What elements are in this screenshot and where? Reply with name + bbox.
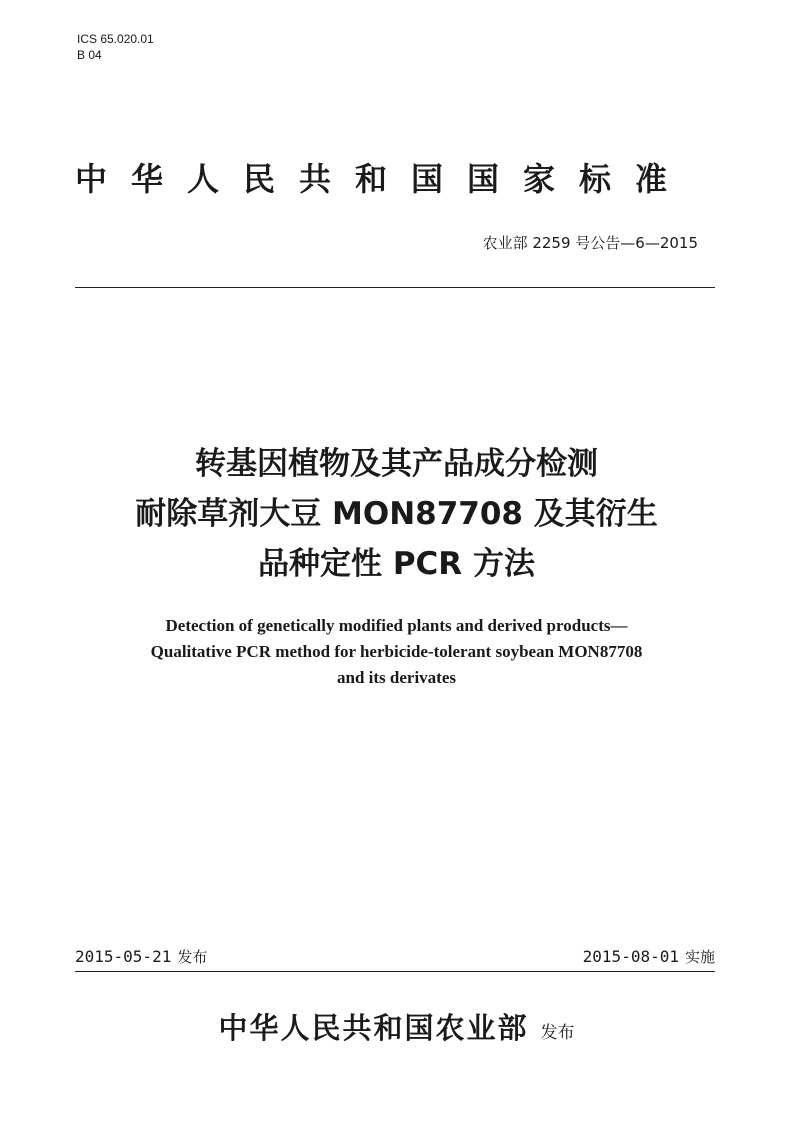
implementation-date-value: 2015-08-01 xyxy=(582,947,679,966)
issue-date xyxy=(75,946,207,967)
publisher-line xyxy=(0,1006,793,1047)
document-title-cn-line-3: 品种定性 PCR 方法 xyxy=(258,546,535,582)
implementation-date xyxy=(583,946,715,967)
standard-title: 中华人民共和国国家标准 xyxy=(75,160,692,198)
document-title-en-line-3: and its derivates xyxy=(337,668,456,687)
document-title-en-line-1: Detection of genetically modified plants and derived products— xyxy=(165,616,628,635)
bottom-divider xyxy=(75,971,715,972)
issue-date-value: 2015-05-21 xyxy=(75,947,172,966)
ics-code: ICS 65.020.01 xyxy=(77,32,154,46)
document-title-cn-line-2: 耐除草剂大豆 MON87708 及其衍生 xyxy=(135,496,658,532)
implementation-date-label: 实施 xyxy=(684,948,715,966)
document-title-en-line-2: Qualitative PCR method for herbicide-tolerant soybean MON87708 xyxy=(150,642,643,661)
announcement-number: 农业部 2259 号公告—6—2015 xyxy=(482,234,698,252)
top-divider xyxy=(75,287,715,288)
ccs-code: B 04 xyxy=(77,48,102,62)
publisher-label: 发布 xyxy=(540,1023,575,1043)
issue-date-label: 发布 xyxy=(177,948,208,966)
publisher-name: 中华人民共和国农业部 xyxy=(218,1011,529,1045)
document-title-cn-line-1: 转基因植物及其产品成分检测 xyxy=(195,446,598,482)
